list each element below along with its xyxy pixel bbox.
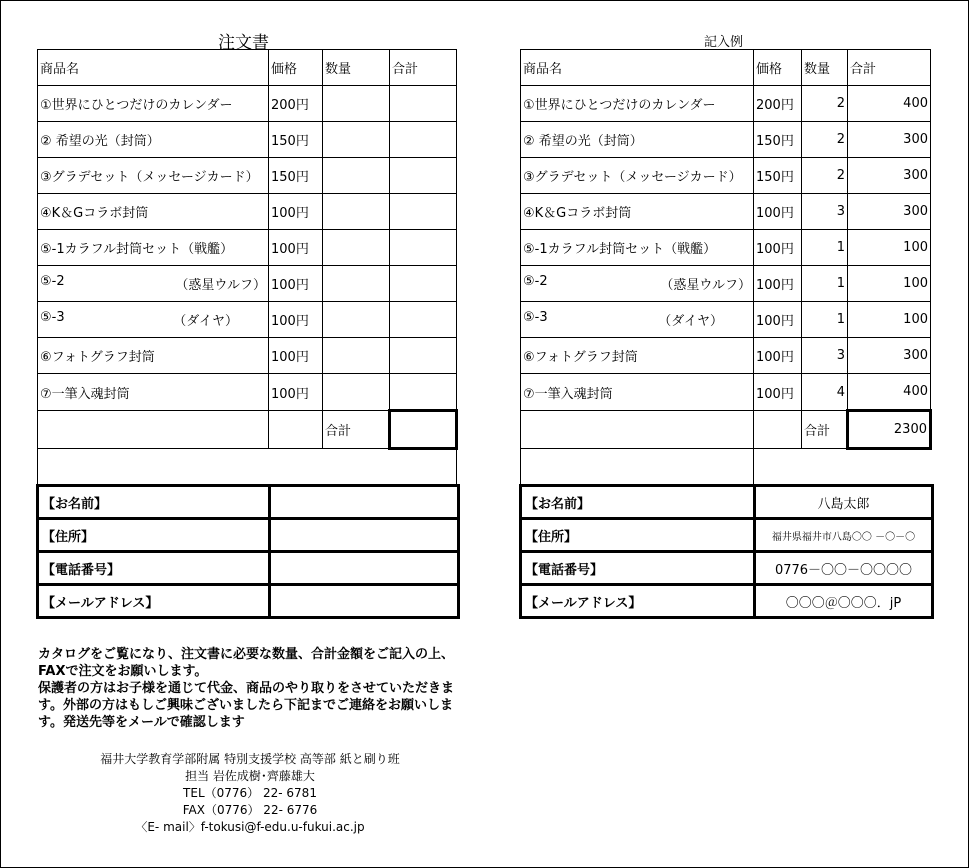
table-row (521, 374, 931, 411)
item-name: ② 希望の光（封筒） (38, 122, 269, 158)
empty-cell (269, 411, 323, 449)
table-row (38, 122, 457, 158)
table-row (521, 122, 931, 158)
empty-cell (754, 411, 802, 449)
item-name: ⑦一筆入魂封筒 (38, 374, 269, 411)
table-header-row (521, 50, 931, 86)
header-qty: 数量 (323, 50, 390, 86)
example-phone: 0776－〇〇－〇〇〇〇 (755, 552, 933, 585)
total-input[interactable] (390, 302, 457, 338)
label-email: 【メールアドレス】 (521, 585, 755, 618)
info-row-email (521, 585, 933, 618)
table-row (38, 158, 457, 194)
info-row-address (38, 519, 459, 552)
item-name: ⑤-1カラフル封筒セット（戦艦） (38, 230, 269, 266)
table-row (38, 302, 457, 338)
item-name: ④K＆Gコラボ封筒 (38, 194, 269, 230)
total-input[interactable] (390, 194, 457, 230)
order-form-title: 注文書 (218, 33, 269, 53)
qty-input[interactable] (323, 194, 390, 230)
table-row (38, 374, 457, 411)
contact-info (60, 751, 440, 836)
header-total: 合計 (848, 50, 931, 86)
item-name: ①世界にひとつだけのカレンダー (38, 86, 269, 122)
item-price: 150円 (269, 122, 323, 158)
header-qty: 数量 (802, 50, 848, 86)
item-price: 100円 (269, 338, 323, 374)
email-input[interactable] (270, 585, 459, 618)
info-row-name (521, 486, 933, 519)
item-qty: 3 (802, 338, 848, 374)
qty-input[interactable] (323, 86, 390, 122)
label-name: 【お名前】 (38, 486, 270, 519)
total-input[interactable] (390, 230, 457, 266)
table-row (38, 194, 457, 230)
empty-cell (38, 411, 269, 449)
table-row (521, 86, 931, 122)
table-row (38, 86, 457, 122)
item-total: 300 (848, 122, 931, 158)
header-total: 合計 (390, 50, 457, 86)
table-row (521, 266, 931, 302)
empty-cell (521, 411, 754, 449)
contact-person: 担当 岩佐成樹･齊藤雄大 (185, 769, 315, 783)
total-row (521, 411, 931, 449)
header-price: 価格 (754, 50, 802, 86)
item-qty: 2 (802, 122, 848, 158)
header-price: 価格 (269, 50, 323, 86)
qty-input[interactable] (323, 122, 390, 158)
info-row-phone (521, 552, 933, 585)
table-row (521, 338, 931, 374)
instructions (38, 646, 463, 731)
item-name: ⑥フォトグラフ封筒 (38, 338, 269, 374)
header-product: 商品名 (38, 50, 269, 86)
info-row-address (521, 519, 933, 552)
item-name: ⑤-3 （ダイヤ） (521, 302, 754, 338)
info-row-email (38, 585, 459, 618)
total-input[interactable] (390, 158, 457, 194)
item-price: 100円 (269, 302, 323, 338)
customer-info-table (36, 484, 460, 619)
total-input[interactable] (390, 266, 457, 302)
total-row (38, 411, 457, 449)
item-total: 100 (848, 266, 931, 302)
label-email: 【メールアドレス】 (38, 585, 270, 618)
item-qty: 2 (802, 158, 848, 194)
phone-input[interactable] (270, 552, 459, 585)
item-name: ⑥フォトグラフ封筒 (521, 338, 754, 374)
label-address: 【住所】 (38, 519, 270, 552)
item-name: ③グラデセット（メッセージカード） (521, 158, 754, 194)
total-input[interactable] (390, 338, 457, 374)
blank-cell (754, 449, 931, 486)
item-total: 100 (848, 302, 931, 338)
info-row-phone (38, 552, 459, 585)
total-input[interactable] (390, 122, 457, 158)
blank-row (521, 449, 931, 486)
table-header-row (38, 50, 457, 86)
header-product: 商品名 (521, 50, 754, 86)
item-name: ①世界にひとつだけのカレンダー (521, 86, 754, 122)
item-price: 100円 (754, 374, 802, 411)
item-price: 200円 (269, 86, 323, 122)
item-total: 300 (848, 194, 931, 230)
table-row (521, 302, 931, 338)
info-row-name (38, 486, 459, 519)
contact-email: 〈E- mail〉f-tokusi@f-edu.u-fukui.ac.jp (135, 820, 365, 834)
example-name: 八島太郎 (755, 486, 933, 519)
instruction-paragraph: 保護者の方はお子様を通じて代金、商品のやり取りをさせていただきます。外部の方はもしご興味ございましたら下記までご連絡をお願いします。発送先等をメールで確認します (38, 681, 455, 730)
item-price: 100円 (754, 266, 802, 302)
item-total: 400 (848, 86, 931, 122)
item-total: 400 (848, 374, 931, 411)
example-table (520, 49, 932, 486)
item-total: 100 (848, 230, 931, 266)
item-name: ③グラデセット（メッセージカード） (38, 158, 269, 194)
item-name: ⑤-3 （ダイヤ） (38, 302, 269, 338)
qty-input[interactable] (323, 158, 390, 194)
total-label: 合計 (323, 411, 390, 449)
label-address: 【住所】 (521, 519, 755, 552)
item-qty: 4 (802, 374, 848, 411)
example-title: 記入例 (704, 35, 744, 50)
contact-tel: TEL（0776） 22- 6781 (183, 786, 317, 800)
blank-cell (38, 449, 457, 486)
grand-total-value: 2300 (848, 411, 931, 449)
label-name: 【お名前】 (521, 486, 755, 519)
item-price: 100円 (754, 338, 802, 374)
item-qty: 3 (802, 194, 848, 230)
table-row (38, 230, 457, 266)
label-phone: 【電話番号】 (38, 552, 270, 585)
qty-input[interactable] (323, 230, 390, 266)
example-address: 福井県福井市八島〇〇 －〇－〇 (755, 519, 933, 552)
contact-fax: FAX（0776） 22- 6776 (182, 803, 318, 817)
item-name: ② 希望の光（封筒） (521, 122, 754, 158)
item-price: 100円 (269, 374, 323, 411)
item-qty: 2 (802, 86, 848, 122)
item-price: 100円 (269, 230, 323, 266)
address-input[interactable] (270, 519, 459, 552)
item-name: ⑤-2 （惑星ウルフ） (38, 266, 269, 302)
name-input[interactable] (270, 486, 459, 519)
item-price: 100円 (754, 230, 802, 266)
contact-school: 福井大学教育学部附属 特別支援学校 高等部 紙と刷り班 (100, 752, 400, 766)
item-price: 100円 (754, 302, 802, 338)
table-row (38, 338, 457, 374)
item-name: ④K＆Gコラボ封筒 (521, 194, 754, 230)
instruction-paragraph: カタログをご覧になり、注文書に必要な数量、合計金額をご記入の上、FAXで注文をお願いします。 (38, 647, 455, 679)
item-qty: 1 (802, 266, 848, 302)
label-phone: 【電話番号】 (521, 552, 755, 585)
example-info-table (519, 484, 934, 619)
item-price: 150円 (754, 158, 802, 194)
qty-input[interactable] (323, 374, 390, 411)
table-row (38, 266, 457, 302)
item-total: 300 (848, 338, 931, 374)
item-qty: 1 (802, 302, 848, 338)
item-name: ⑤-2 （惑星ウルフ） (521, 266, 754, 302)
item-price: 100円 (269, 194, 323, 230)
item-price: 100円 (754, 194, 802, 230)
example-email: 〇〇〇＠〇〇〇．jP (755, 585, 933, 618)
total-input[interactable] (390, 374, 457, 411)
qty-input[interactable] (323, 338, 390, 374)
table-row (521, 230, 931, 266)
total-label: 合計 (802, 411, 848, 449)
item-price: 150円 (754, 122, 802, 158)
item-qty: 1 (802, 230, 848, 266)
item-name: ⑦一筆入魂封筒 (521, 374, 754, 411)
item-total: 300 (848, 158, 931, 194)
item-price: 150円 (269, 158, 323, 194)
qty-input[interactable] (323, 302, 390, 338)
item-price: 200円 (754, 86, 802, 122)
order-table (37, 49, 458, 486)
blank-row (38, 449, 457, 486)
grand-total-input[interactable] (390, 411, 457, 449)
item-name: ⑤-1カラフル封筒セット（戦艦） (521, 230, 754, 266)
table-row (521, 194, 931, 230)
total-input[interactable] (390, 86, 457, 122)
qty-input[interactable] (323, 266, 390, 302)
item-price: 100円 (269, 266, 323, 302)
table-row (521, 158, 931, 194)
blank-cell (521, 449, 754, 486)
